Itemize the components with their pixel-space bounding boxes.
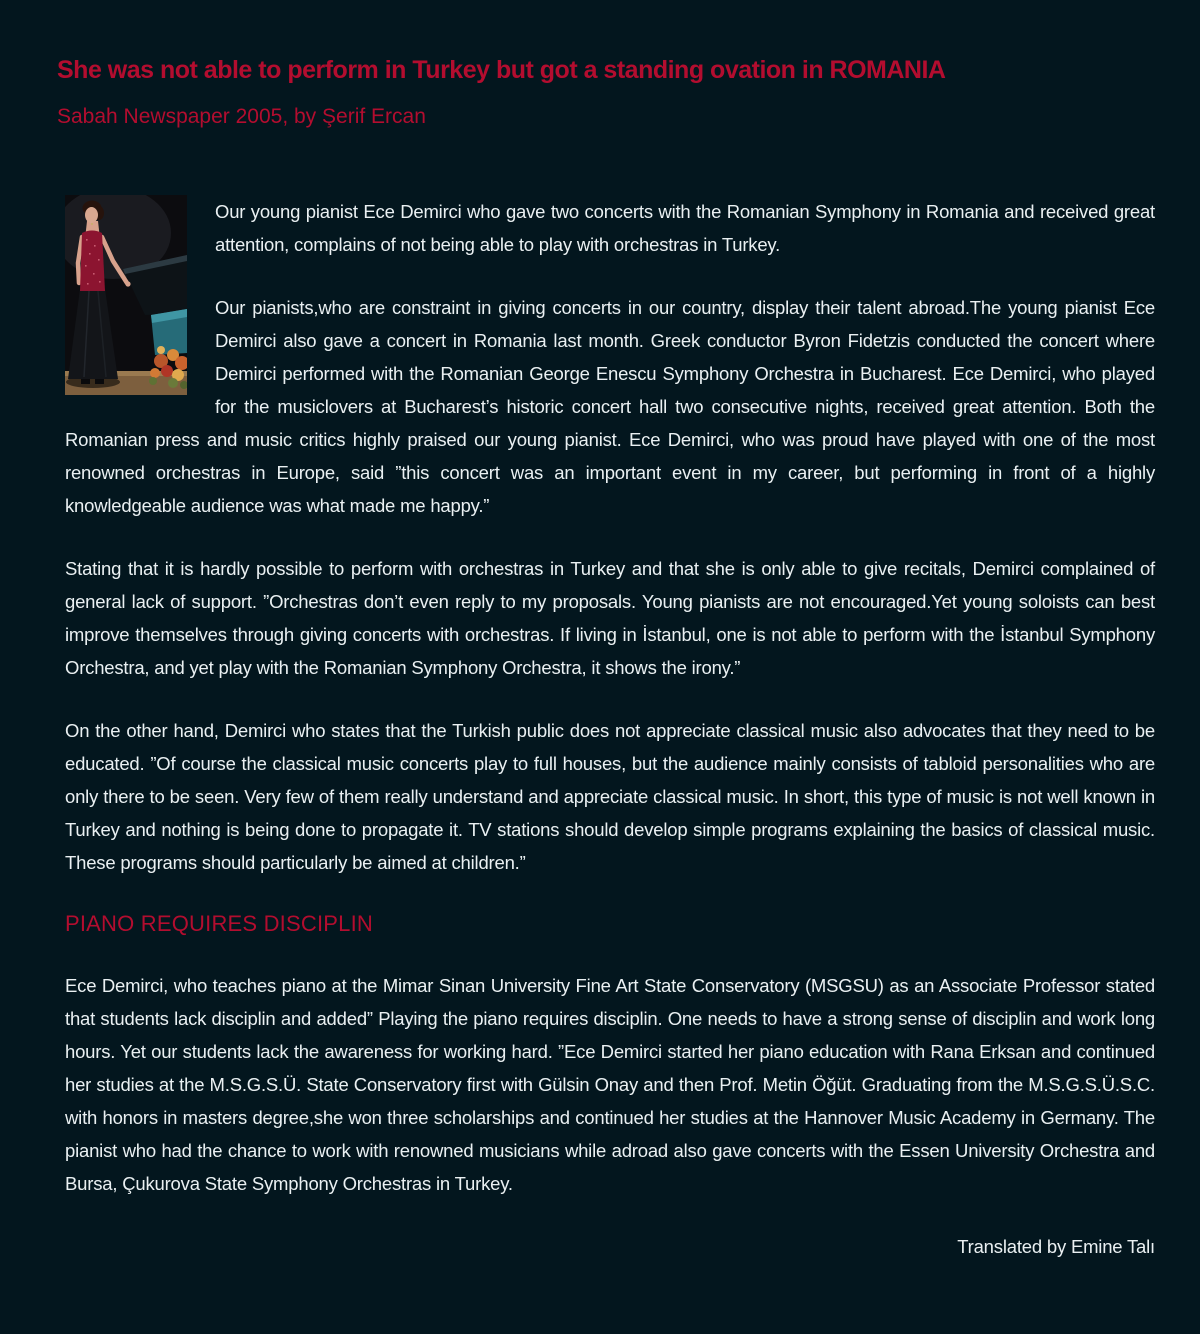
byline: Sabah Newspaper 2005, by Şerif Ercan [57, 105, 426, 128]
article-body [65, 195, 1155, 1258]
paragraph-biography: Ece Demirci, who teaches piano at the Mimar Sinan University Fine Art State Conservatory (MSGSU) as an Associate Professor stated that students lack disciplin and added” Playing the piano requires disciplin. One needs to have a strong sense of disciplin and work long hours. Yet our students lack the awareness for working hard. ”Ece Demirci started her piano education with Rana Erksan and continued her studies at the M.S.G.S.Ü. State Conservatory first with Gülsin Onay and then Prof. Metin Öğüt. Graduating from the M.S.G.S.Ü.S.C. with honors in masters degree,she won three scholarships and continued her studies at the Hannover Music Academy in Germany. The pianist who had the chance to work with renowned musicians while adroad also gave concerts with the Essen University Orchestra and Bursa, Çukurova State Symphony Orchestras in Turkey. [65, 975, 1155, 1194]
paragraph-intro: Our young pianist Ece Demirci who gave two concerts with the Romanian Symphony in Romania and received great attention, complains of not being able to play with orchestras in Turkey. [215, 201, 1155, 255]
page-title: She was not able to perform in Turkey but got a standing ovation in ROMANIA [57, 56, 946, 84]
article-header [57, 55, 1155, 129]
translator-credit: Translated by Emine Talı [957, 1236, 1155, 1257]
section-heading-discipline: PIANO REQUIRES DISCIPLIN [65, 911, 373, 936]
paragraph-concert: Our pianists,who are constraint in giving concerts in our country, display their talent abroad.The young pianist Ece Demirci also gave a concert in Romania last month. Greek conductor Byron Fidetzis conducted the concert where Demirci performed with the Romanian George Enescu Symphony Orchestra in Bucharest. Ece Demirci, who played for the musiclovers at Bucharest’s historic concert hall two consecutive nights, received great attention. Both the Romanian press and music critics highly praised our young pianist. Ece Demirci, who was proud have played with one of the most renowned orchestras in Europe, said ”this concert was an important event in my career, but performing in front of a highly knowledgeable audience was what made me happy.” [65, 297, 1155, 516]
pianist-photo [65, 195, 187, 395]
paragraph-recitals: Stating that it is hardly possible to perform with orchestras in Turkey and that she is only able to give recitals, Demirci complained of general lack of support. ”Orchestras don’t even reply to my proposals. Young pianists are not encouraged.Yet young soloists can best improve themselves through giving concerts with orchestras. If living in İstanbul, one is not able to perform with the İstanbul Symphony Orchestra, and yet play with the Romanian Symphony Orchestra, it shows the irony.” [65, 558, 1155, 678]
paragraph-public: On the other hand, Demirci who states that the Turkish public does not appreciate classical music also advocates that they need to be educated. ”Of course the classical music concerts play to full houses, but the audience mainly consists of tabloid personalities who are only there to be seen. Very few of them really understand and appreciate classical music. In short, this type of music is not well known in Turkey and nothing is being done to propagate it. TV stations should develop simple programs explaining the basics of classical music. These programs should particularly be aimed at children.” [65, 720, 1155, 873]
